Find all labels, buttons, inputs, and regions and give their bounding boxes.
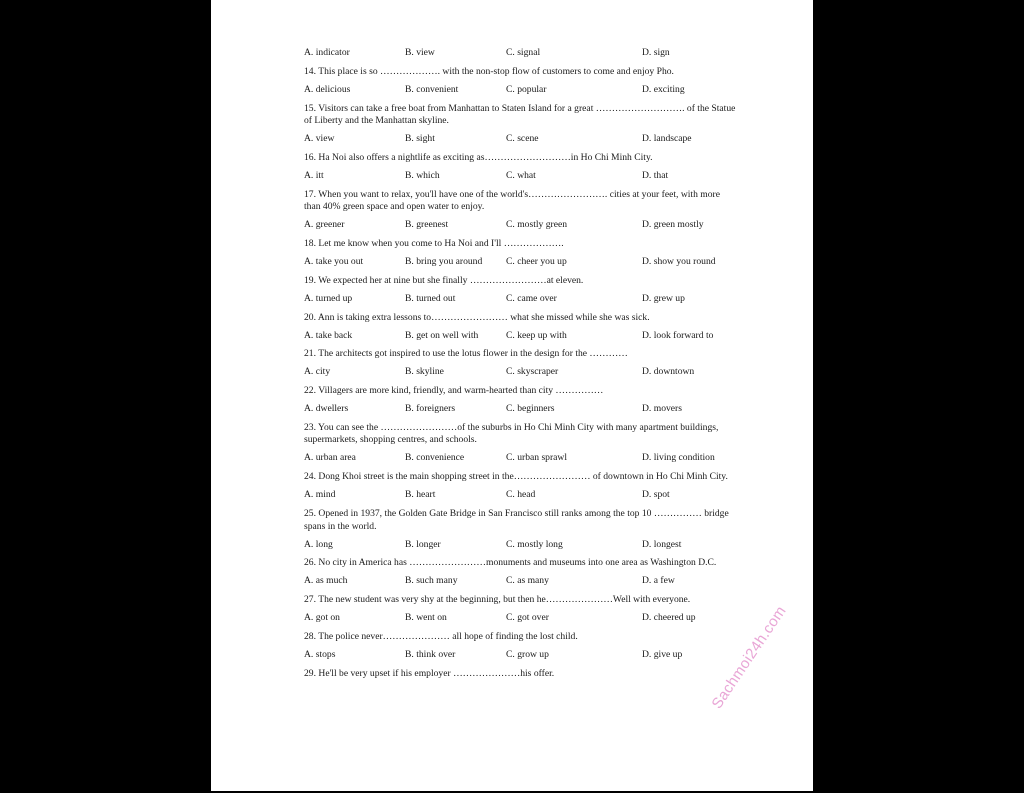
answer-option-d: D. show you round bbox=[642, 255, 716, 267]
answer-option-a: A. as much bbox=[304, 575, 348, 587]
answer-option-c: C. skyscraper bbox=[506, 366, 559, 378]
answer-option-d: D. cheered up bbox=[642, 612, 696, 624]
answer-option-b: B. turned out bbox=[405, 292, 456, 304]
exercise-content bbox=[304, 47, 736, 686]
question-text: 20. Ann is taking extra lessons to…………………… what she missed while she was sick. bbox=[304, 311, 650, 323]
answer-options-row bbox=[304, 219, 736, 232]
answer-option-c: C. scene bbox=[506, 133, 539, 145]
answer-option-c: C. keep up with bbox=[506, 329, 567, 341]
question-text: 28. The police never………………… all hope of finding the lost child. bbox=[304, 630, 578, 642]
answer-options-row bbox=[304, 256, 736, 269]
answer-option-d: D. exciting bbox=[642, 83, 685, 95]
answer-option-d: D. grew up bbox=[642, 292, 685, 304]
answer-options-row bbox=[304, 452, 736, 465]
answer-options-row bbox=[304, 170, 736, 183]
question-text: 29. He'll be very upset if his employer …………………his offer. bbox=[304, 667, 555, 679]
answer-option-c: C. cheer you up bbox=[506, 255, 567, 267]
answer-option-a: A. indicator bbox=[304, 47, 350, 58]
answer-option-b: B. think over bbox=[405, 648, 456, 660]
question-text: 24. Dong Khoi street is the main shopping street in the…………………… of downtown in Ho Chi Minh City. bbox=[304, 471, 728, 483]
answer-options-row bbox=[304, 366, 736, 379]
answer-option-d: D. longest bbox=[642, 538, 682, 550]
answer-option-a: A. itt bbox=[304, 169, 324, 181]
answer-option-a: A. mind bbox=[304, 489, 336, 501]
answer-option-a: A. view bbox=[304, 133, 335, 145]
answer-options-row bbox=[304, 575, 736, 588]
answer-option-b: B. heart bbox=[405, 489, 436, 501]
answer-option-b: B. greenest bbox=[405, 219, 449, 231]
answer-option-a: A. turned up bbox=[304, 292, 353, 304]
answer-option-d: D. give up bbox=[642, 648, 683, 660]
question-text: 14. This place is so ………………. with the non-stop flow of customers to come and enjoy Pho. bbox=[304, 65, 674, 77]
answer-option-b: B. which bbox=[405, 169, 440, 181]
answer-option-c: C. signal bbox=[506, 47, 541, 58]
answer-option-c: C. popular bbox=[506, 83, 547, 95]
answer-option-b: B. such many bbox=[405, 575, 458, 587]
question-text: 17. When you want to relax, you'll have one of the world's……………………. cities at your feet, with more than 40% green space and open water to enjoy. bbox=[304, 188, 720, 213]
watermark: Sachmoi24h.com bbox=[708, 602, 790, 713]
answer-option-d: D. a few bbox=[642, 575, 675, 587]
question-text: 21. The architects got inspired to use the lotus flower in the design for the ………… bbox=[304, 348, 628, 360]
answer-option-d: D. spot bbox=[642, 489, 670, 501]
answer-option-a: A. greener bbox=[304, 219, 345, 231]
answer-option-c: C. mostly green bbox=[506, 219, 568, 231]
answer-option-b: B. view bbox=[405, 47, 435, 58]
answer-option-c: C. grow up bbox=[506, 648, 549, 660]
answer-option-a: A. city bbox=[304, 366, 331, 378]
answer-options-row bbox=[304, 612, 736, 625]
answer-option-a: A. dwellers bbox=[304, 403, 349, 415]
answer-options-row bbox=[304, 489, 736, 502]
answer-option-b: B. foreigners bbox=[405, 403, 456, 415]
question-text: 26. No city in America has ……………………monuments and museums into one area as Washington D.C. bbox=[304, 557, 717, 569]
answer-option-a: A. urban area bbox=[304, 452, 356, 464]
answer-option-c: C. urban sprawl bbox=[506, 452, 568, 464]
answer-options-row bbox=[304, 649, 736, 662]
answer-option-a: A. long bbox=[304, 538, 333, 550]
answer-option-d: D. green mostly bbox=[642, 219, 704, 231]
answer-option-a: A. take back bbox=[304, 329, 353, 341]
answer-option-a: A. delicious bbox=[304, 83, 351, 95]
answer-options-row bbox=[304, 539, 736, 552]
question-text: 22. Villagers are more kind, friendly, and warm-hearted than city …………… bbox=[304, 385, 604, 397]
answer-option-b: B. longer bbox=[405, 538, 441, 550]
answer-option-d: D. landscape bbox=[642, 133, 692, 145]
question-text: 18. Let me know when you come to Ha Noi and I'll ………………. bbox=[304, 237, 564, 249]
answer-options-row bbox=[304, 293, 736, 306]
answer-option-c: C. came over bbox=[506, 292, 557, 304]
answer-option-c: C. beginners bbox=[506, 403, 555, 415]
answer-option-c: C. as many bbox=[506, 575, 549, 587]
answer-options-row bbox=[304, 133, 736, 146]
answer-option-d: D. living condition bbox=[642, 452, 715, 464]
answer-option-d: D. look forward to bbox=[642, 329, 714, 341]
answer-option-b: B. convenient bbox=[405, 83, 459, 95]
answer-option-b: B. went on bbox=[405, 612, 447, 624]
answer-option-b: B. get on well with bbox=[405, 329, 479, 341]
answer-option-d: D. movers bbox=[642, 403, 682, 415]
question-text: 19. We expected her at nine but she finally ……………………at eleven. bbox=[304, 274, 584, 286]
answer-option-b: B. skyline bbox=[405, 366, 444, 378]
answer-option-d: D. sign bbox=[642, 47, 670, 58]
question-text: 15. Visitors can take a free boat from Manhattan to Staten Island for a great ………………………. of the Statue of Liberty and the Manhattan skyline. bbox=[304, 102, 736, 127]
question-text: 27. The new student was very shy at the beginning, but then he…………………Well with everyone. bbox=[304, 594, 691, 606]
answer-option-b: B. sight bbox=[405, 133, 435, 145]
answer-option-c: C. head bbox=[506, 489, 536, 501]
answer-option-a: A. got on bbox=[304, 612, 340, 624]
answer-option-c: C. mostly long bbox=[506, 538, 563, 550]
question-text: 16. Ha Noi also offers a nightlife as exciting as………………………in Ho Chi Minh City. bbox=[304, 151, 653, 163]
answer-option-d: D. that bbox=[642, 169, 669, 181]
answer-options-row bbox=[304, 403, 736, 416]
question-text: 23. You can see the ……………………of the suburbs in Ho Chi Minh City with many apartment buildings, supermarkets, shopping centres, and schools. bbox=[304, 421, 719, 446]
answer-option-c: C. got over bbox=[506, 612, 549, 624]
answer-options-row bbox=[304, 84, 736, 97]
answer-option-a: A. stops bbox=[304, 648, 336, 660]
answer-option-a: A. take you out bbox=[304, 255, 364, 267]
answer-option-c: C. what bbox=[506, 169, 536, 181]
answer-option-b: B. bring you around bbox=[405, 255, 483, 267]
question-text: 25. Opened in 1937, the Golden Gate Bridge in San Francisco still ranks among the top 10 …………… bridge spans in the world. bbox=[304, 508, 729, 532]
answer-options-row bbox=[304, 47, 736, 60]
answer-option-d: D. downtown bbox=[642, 366, 695, 378]
answer-options-row bbox=[304, 330, 736, 343]
document-page bbox=[211, 0, 813, 791]
answer-option-b: B. convenience bbox=[405, 452, 465, 464]
